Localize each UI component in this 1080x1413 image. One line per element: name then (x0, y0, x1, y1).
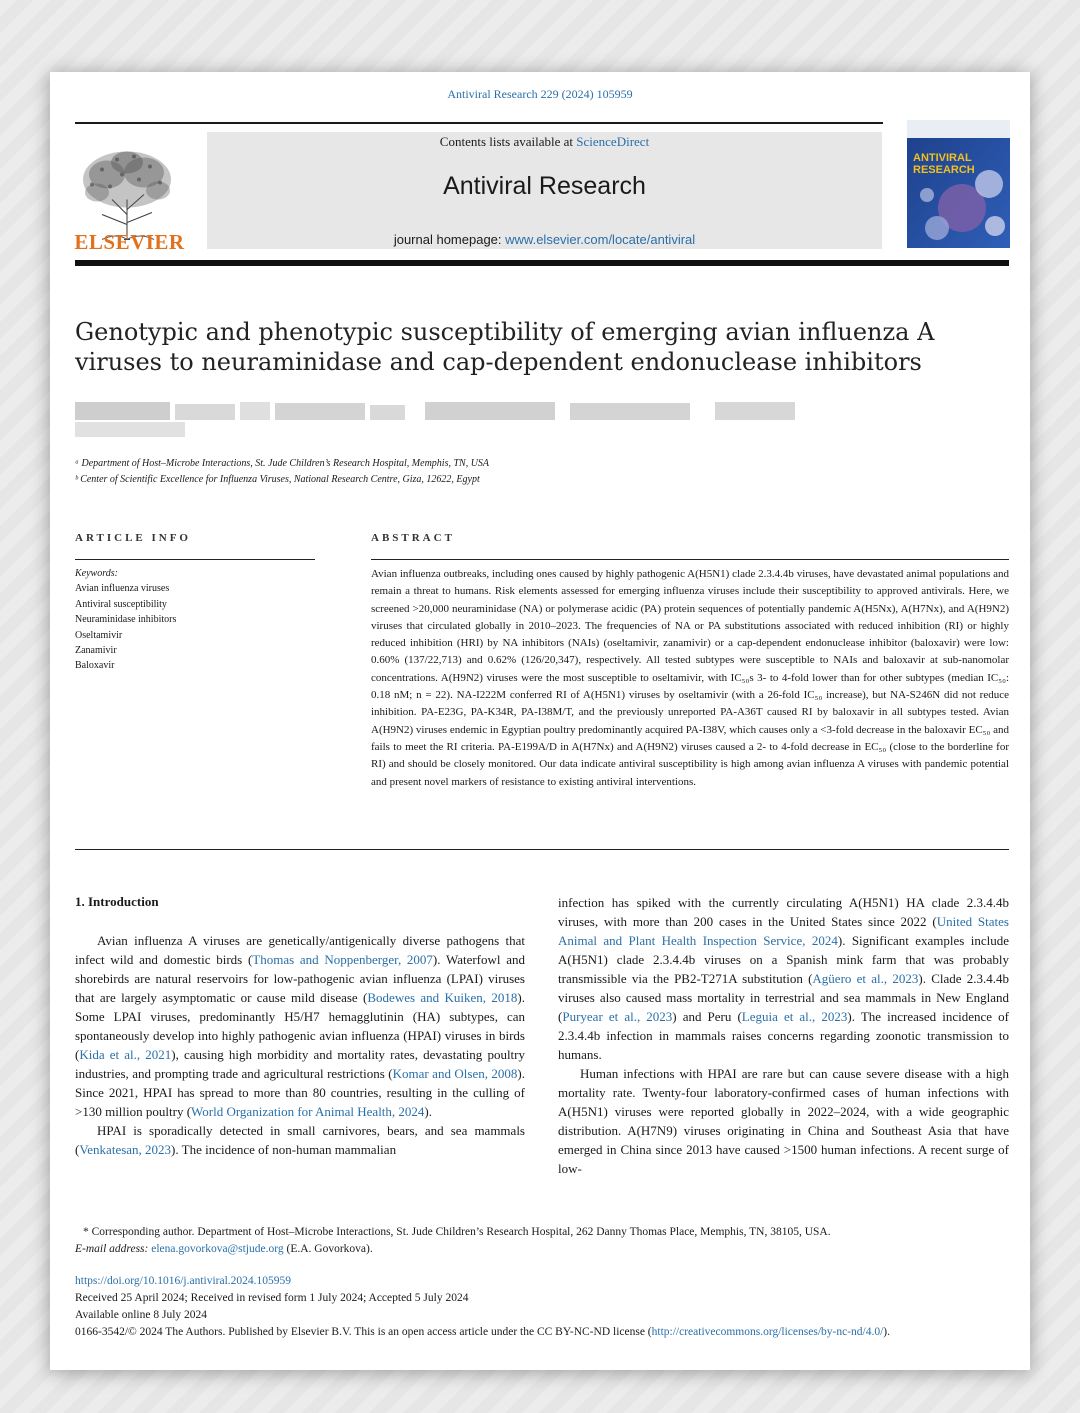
paper-page (50, 72, 1030, 1370)
authors-redacted-blur (75, 402, 815, 440)
article-title (75, 317, 975, 377)
cover-title-line-2: RESEARCH (913, 164, 975, 176)
keywords-list (75, 566, 315, 674)
license-suffix: ). (883, 1326, 891, 1338)
abstract-bottom-rule (75, 849, 1009, 850)
email-suffix: (E.A. Govorkova). (283, 1243, 373, 1255)
homepage-label: journal homepage: (393, 232, 506, 247)
paragraph-text: ). Since 2021, HPAI has spread to more than 80 countries, resulting in the culling of >130 million poultry ( (75, 1066, 526, 1119)
intro-right-column (558, 893, 1009, 1178)
citation-link[interactable]: Puryear et al., 2023 (562, 1009, 673, 1024)
paragraph-text: ). Clade 2.3.4.4b viruses also caused mass mortality in terrestrial and sea mammals in New England ( (558, 971, 1009, 1024)
affiliation-a: ᵃ Department of Host–Microbe Interactions, St. Jude Children’s Research Hospital, Memphis, TN, USA (75, 458, 490, 469)
paragraph-text: ), causing high morbidity and mortality rates, devastating poultry industries, and prompting trade and agricultural restrictions ( (75, 1047, 525, 1081)
paragraph-text: ). The increased incidence of 2.3.4.4b infection in mammals raises concerns regarding zoonotic transmission to humans. (558, 1009, 1009, 1062)
article-info-heading: ARTICLE INFO (75, 532, 191, 544)
affiliation-b: ᵇ Center of Scientific Excellence for Influenza Viruses, National Research Centre, Giza, 12622, Egypt (75, 474, 480, 485)
title-line-1: Genotypic and phenotypic susceptibility of emerging avian influenza A (75, 318, 935, 346)
citation-link[interactable]: Kida et al., 2021 (79, 1047, 172, 1062)
keyword-item: Oseltamivir (75, 629, 123, 641)
keyword-item: Baloxavir (75, 660, 115, 672)
paragraph-text: Avian influenza A viruses are genetically/antigenically diverse pathogens that infect wild and domestic birds ( (75, 933, 525, 967)
homepage-line (207, 232, 882, 247)
citation-link[interactable]: Bodewes and Kuiken, 2018 (367, 990, 518, 1005)
intro-paragraph (558, 893, 1009, 1064)
abstract-heading: ABSTRACT (371, 532, 455, 544)
paragraph-text: Human infections with HPAI are rare but can cause severe disease with a high mortality rate. Twenty-four laboratory-confirmed cases of human infections with A(H5N1) viruses were reported globally in 2022–2024, with a wide geographic distribution. A(H7N9) viruses originating in China and Southeast Asia that have emerged in China since 2013 have caused >1500 human infections. A recent surge of low- (558, 1066, 1009, 1176)
paragraph-text: ). Significant examples include A(H5N1) clade 2.3.4.4b viruses on a Spanish mink farm that was probably transmissible via the PB2-T271A substitution ( (558, 933, 1010, 986)
paragraph-text: ). The incidence of non-human mammalian (171, 1142, 397, 1157)
footnote-marker: * (83, 1226, 89, 1238)
corresponding-author-footnote (75, 1224, 1009, 1258)
publisher-name: ELSEVIER (74, 230, 185, 254)
citation-link[interactable]: Agüero et al., 2023 (812, 971, 919, 986)
email-link[interactable]: elena.govorkova@stjude.org (151, 1243, 284, 1255)
publication-info (75, 1273, 1009, 1341)
license-prefix: 0166-3542/© 2024 The Authors. Published by Elsevier B.V. This is an open access article under the CC BY-NC-ND license ( (75, 1326, 652, 1338)
paragraph-text: ) and Peru ( (672, 1009, 742, 1024)
intro-paragraph (558, 1064, 1009, 1178)
paragraph-text: ). Some LPAI viruses, predominantly H5/H7 hemagglutinin (HA) subtypes, can spontaneously develop into highly pathogenic avian influenza (HPAI) viruses in birds ( (75, 990, 525, 1062)
citation-link[interactable]: Leguia et al., 2023 (741, 1009, 848, 1024)
citation-link[interactable]: Thomas and Noppenberger, 2007 (252, 952, 433, 967)
license-link[interactable]: http://creativecommons.org/licenses/by-nc-nd/4.0/ (651, 1326, 884, 1338)
keyword-item: Antiviral susceptibility (75, 598, 167, 610)
paragraph-text: ). Waterfowl and shorebirds are natural reservoirs for low-pathogenic avian influenza (LPAI) viruses that are largely asymptomatic or cause mild disease ( (75, 952, 525, 1005)
homepage-link[interactable]: www.elsevier.com/locate/antiviral (505, 232, 696, 247)
journal-banner (207, 132, 882, 249)
journal-cover-image (907, 120, 1010, 248)
intro-paragraph (75, 1121, 525, 1159)
intro-paragraph (75, 931, 525, 1121)
article-info-rule (75, 559, 315, 560)
abstract-rule (371, 559, 1009, 560)
journal-citation[interactable]: Antiviral Research 229 (2024) 105959 (447, 87, 633, 101)
doi-link[interactable]: https://doi.org/10.1016/j.antiviral.2024.105959 (75, 1275, 292, 1287)
contents-prefix: Contents lists available at (439, 134, 577, 149)
cover-title-line-1: ANTIVIRAL (913, 152, 972, 164)
keyword-item: Avian influenza viruses (75, 583, 170, 595)
citation-link[interactable]: World Organization for Animal Health, 2024 (191, 1104, 425, 1119)
email-label: E-mail address: (75, 1243, 149, 1255)
paragraph-text: ). (424, 1104, 433, 1119)
keyword-item: Zanamivir (75, 645, 117, 657)
header-thick-rule (75, 260, 1009, 266)
citation-link[interactable]: Komar and Olsen, 2008 (392, 1066, 518, 1081)
available-online: Available online 8 July 2024 (75, 1309, 208, 1321)
received-dates: Received 25 April 2024; Received in revised form 1 July 2024; Accepted 5 July 2024 (75, 1292, 469, 1304)
citation-link[interactable]: Venkatesan, 2023 (79, 1142, 172, 1157)
abstract-text: Avian influenza outbreaks, including ones caused by highly pathogenic A(H5N1) clade 2.3.4.4b viruses, have devastated animal populations and remain a threat to humans. Risk elements assessed for emerging influenza viruses include their susceptibility to approved antivirals. Here, we screened >20,000 neuraminidase (NA) or polymerase acidic (PA) protein sequences of potentially pandemic A(H5Nx), A(H7Nx), and A(H9N2) viruses that circulated globally in 2010–2023. The frequencies of NA or PA substitutions associated with reduced inhibition (RI) or highly reduced inhibition (HRI) by NA inhibitors (NAIs) (oseltamivir, zanamivir) or a cap-dependent endonuclease inhibitor (baloxavir) were low: 0.60% (137/22,713) and 0.62% (126/20,347), respectively. All tested subtypes were susceptible to NAIs and baloxavir at sub-nanomolar concentrations. A(H9N2) viruses were the most susceptible to oseltamivir, with IC₅₀s 3- to 4-fold lower than for other subtypes (median IC₅₀: 0.18 nM; n = 22). NA-I222M conferred RI of A(H5N1) viruses by oseltamivir (with a 26-fold IC₅₀ increase), but NA-S246N did not reduce inhibition. PA-E23G, PA-K34R, PA-I38M/T, and the previously unreported PA-A36T caused RI by baloxavir in all subtypes tested. Avian A(H9N2) viruses endemic in Egyptian poultry predominantly acquired PA-I38V, which causes only a <3-fold decrease in the baloxavir EC₅₀ and fails to meet the RI criteria. PA-E199A/D in A(H7Nx) and A(H9N2) viruses caused a 2- to 4-fold decrease in EC₅₀ (close to the borderline for RI) and should be closely monitored. Our data indicate antiviral susceptibility is high among avian influenza A viruses with pandemic potential and present novel markers of resistance to existing antiviral interventions. (371, 568, 1009, 788)
contents-line (207, 134, 882, 150)
keyword-item: Neuraminidase inhibitors (75, 614, 177, 626)
corresponding-text: Corresponding author. Department of Host–Microbe Interactions, St. Jude Children’s Research Hospital, 262 Danny Thomas Place, Memphis, TN, 38105, USA. (88, 1226, 831, 1238)
license-line (75, 1324, 1009, 1341)
introduction-heading: 1. Introduction (75, 894, 159, 909)
intro-left-column (75, 931, 525, 1159)
title-line-2: viruses to neuraminidase and cap-dependent endonuclease inhibitors (75, 348, 922, 376)
paragraph-text: HPAI is sporadically detected in small carnivores, bears, and sea mammals ( (75, 1123, 525, 1157)
citation-link[interactable]: United States Animal and Plant Health Inspection Service, 2024 (558, 914, 1009, 948)
header-rule (75, 122, 883, 124)
journal-name: Antiviral Research (443, 172, 646, 200)
keywords-label: Keywords: (75, 568, 118, 579)
cover-title (913, 152, 975, 176)
paragraph-text: infection has spiked with the currently circulating A(H5N1) HA clade 2.3.4.4b viruses, with more than 200 cases in the United States since 2022 ( (558, 895, 1009, 929)
sciencedirect-link[interactable]: ScienceDirect (576, 134, 650, 149)
